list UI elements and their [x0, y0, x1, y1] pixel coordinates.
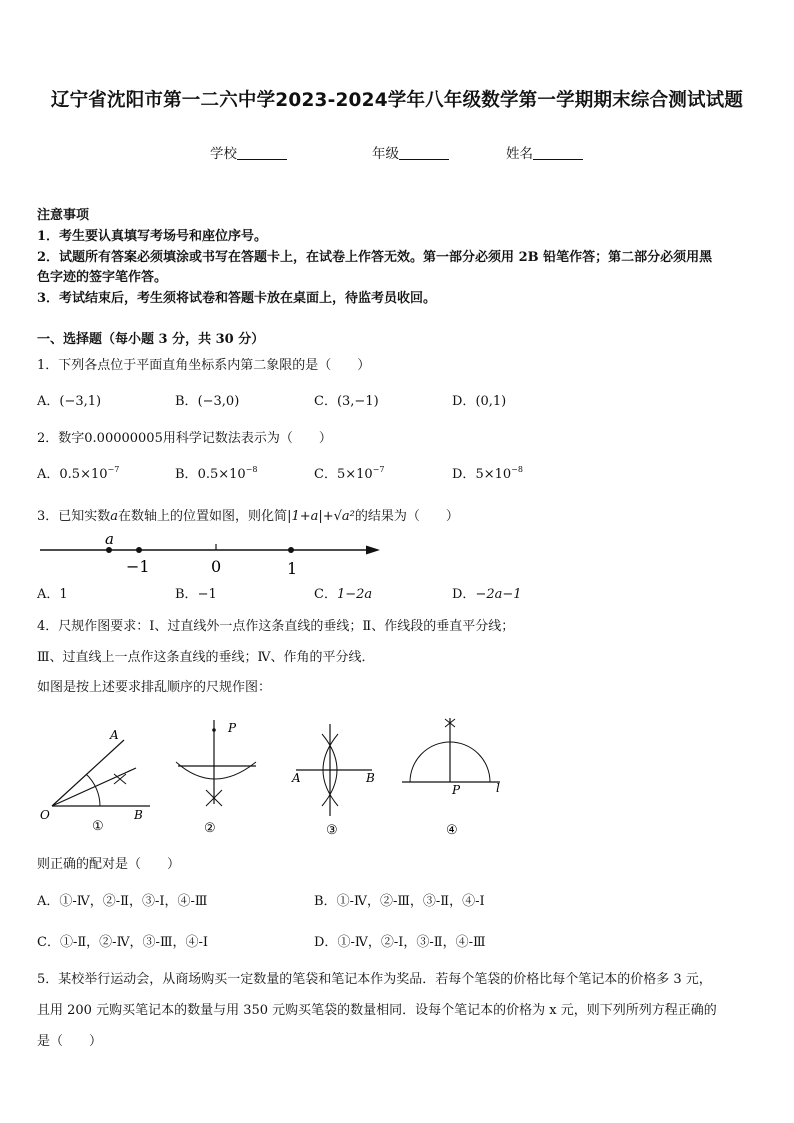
q3-stem: 3．已知实数a在数轴上的位置如图，则化简|1+a|+√a²的结果为（ ） [37, 509, 459, 524]
figure-number: ④ [446, 823, 458, 836]
q1-option-a[interactable]: A．(−3,1) [37, 394, 102, 409]
q1-option-d[interactable]: D．(0,1) [452, 394, 507, 409]
q5-line2: 且用 200 元购买笔记本的数量与用 350 元购买笔袋的数量相同．设每个笔记本的价格为 x 元，则下列所列方程正确的 [37, 1003, 717, 1018]
number-line-figure [36, 530, 386, 578]
q2-option-b[interactable]: B．$0.5\times 10^{-8}$ [175, 465, 258, 482]
q4-line3: 如图是按上述要求排乱顺序的尺规作图： [37, 680, 272, 695]
q1-option-c[interactable]: C．(3,−1) [314, 394, 379, 409]
q5-line3: 是（ ） [37, 1034, 103, 1049]
note-item: 色字迹的签字笔作答。 [37, 270, 168, 285]
q4-option-c[interactable]: C．①-Ⅱ，②-Ⅳ，③-Ⅲ，④-Ⅰ [37, 935, 209, 950]
name-field[interactable] [506, 142, 583, 162]
q2-option-a[interactable]: A．$0.5\times 10^{-7}$ [37, 465, 120, 482]
q4-option-d[interactable]: D．①-Ⅳ，②-Ⅰ，③-Ⅱ，④-Ⅲ [314, 935, 486, 950]
grade-blank[interactable] [399, 145, 449, 160]
grade-label: 年级 [372, 146, 399, 162]
figure-2-perpendicular-external [168, 716, 268, 840]
svg-text:B: B [366, 771, 375, 785]
q1-stem: 1．下列各点位于平面直角坐标系内第二象限的是（ ） [37, 358, 371, 373]
svg-text:B: B [134, 808, 143, 822]
notes-heading: 注意事项 [37, 208, 90, 223]
name-label: 姓名 [506, 146, 533, 162]
label-zero: 0 [211, 557, 222, 576]
q4-line1: 4．尺规作图要求：Ⅰ、过直线外一点作这条直线的垂线；Ⅱ、作线段的垂直平分线； [37, 619, 515, 634]
q4-line2: Ⅲ、过直线上一点作这条直线的垂线；Ⅳ、作角的平分线． [37, 650, 375, 665]
svg-text:l: l [496, 781, 500, 795]
grade-field[interactable] [372, 142, 449, 162]
svg-text:A: A [292, 771, 301, 785]
school-label: 学校 [210, 146, 237, 162]
exam-title: 辽宁省沈阳市第一二六中学2023-2024学年八年级数学第一学期期末综合测试试题 [50, 90, 744, 111]
label-one: 1 [287, 559, 298, 578]
figure-4-perpendicular-on-line [400, 714, 510, 836]
q3-option-d[interactable]: D．−2a−1 [452, 587, 522, 602]
label-a: a [105, 530, 114, 548]
arrow-icon [366, 546, 380, 555]
note-item: 2．试题所有答案必须填涂或书写在答题卡上，在试卷上作答无效。第一部分必须用 2B 铅笔作答；第二部分必须用黑 [37, 250, 713, 265]
q4-question: 则正确的配对是（ ） [37, 857, 181, 872]
q3-option-b[interactable]: B．−1 [175, 587, 217, 602]
note-item: 3．考试结束后，考生须将试卷和答题卡放在桌面上，待监考员收回。 [37, 291, 437, 306]
q2-option-c[interactable]: C．$5\times 10^{-7}$ [314, 465, 385, 482]
svg-text:O: O [40, 808, 50, 822]
school-blank[interactable] [237, 145, 287, 160]
section-heading: 一、选择题（每小题 3 分，共 30 分） [37, 332, 265, 347]
figure-1-angle-bisector [36, 720, 166, 840]
svg-text:P: P [228, 721, 237, 735]
point-one-marker [288, 547, 294, 553]
name-blank[interactable] [533, 145, 583, 160]
q4-option-a[interactable]: A．①-Ⅳ，②-Ⅱ，③-Ⅰ，④-Ⅲ [37, 894, 208, 909]
figure-number: ① [92, 819, 104, 834]
q3-option-c[interactable]: C．1−2a [314, 587, 373, 602]
q1-option-b[interactable]: B．(−3,0) [175, 394, 240, 409]
q2-option-d[interactable]: D．$5\times 10^{-8}$ [452, 465, 523, 482]
q4-option-b[interactable]: B．①-Ⅳ，②-Ⅲ，③-Ⅱ，④-Ⅰ [314, 894, 485, 909]
q3-option-a[interactable]: A．1 [37, 587, 68, 602]
point-minus-one-marker [136, 547, 142, 553]
note-item: 1．考生要认真填写考场号和座位序号。 [37, 229, 268, 244]
svg-text:A: A [110, 728, 119, 742]
q2-stem: 2．数字0.00000005用科学记数法表示为（ ） [37, 431, 332, 446]
svg-text:P: P [452, 783, 461, 797]
figure-3-perpendicular-bisector [290, 720, 380, 842]
school-field[interactable] [210, 142, 287, 162]
figure-number: ③ [326, 823, 338, 838]
label-minus-one: −1 [126, 557, 150, 576]
figure-number: ② [204, 821, 216, 836]
q5-line1: 5．某校举行运动会，从商场购买一定数量的笔袋和笔记本作为奖品．若每个笔袋的价格比每个笔记本的价格多 3 元， [37, 972, 712, 987]
